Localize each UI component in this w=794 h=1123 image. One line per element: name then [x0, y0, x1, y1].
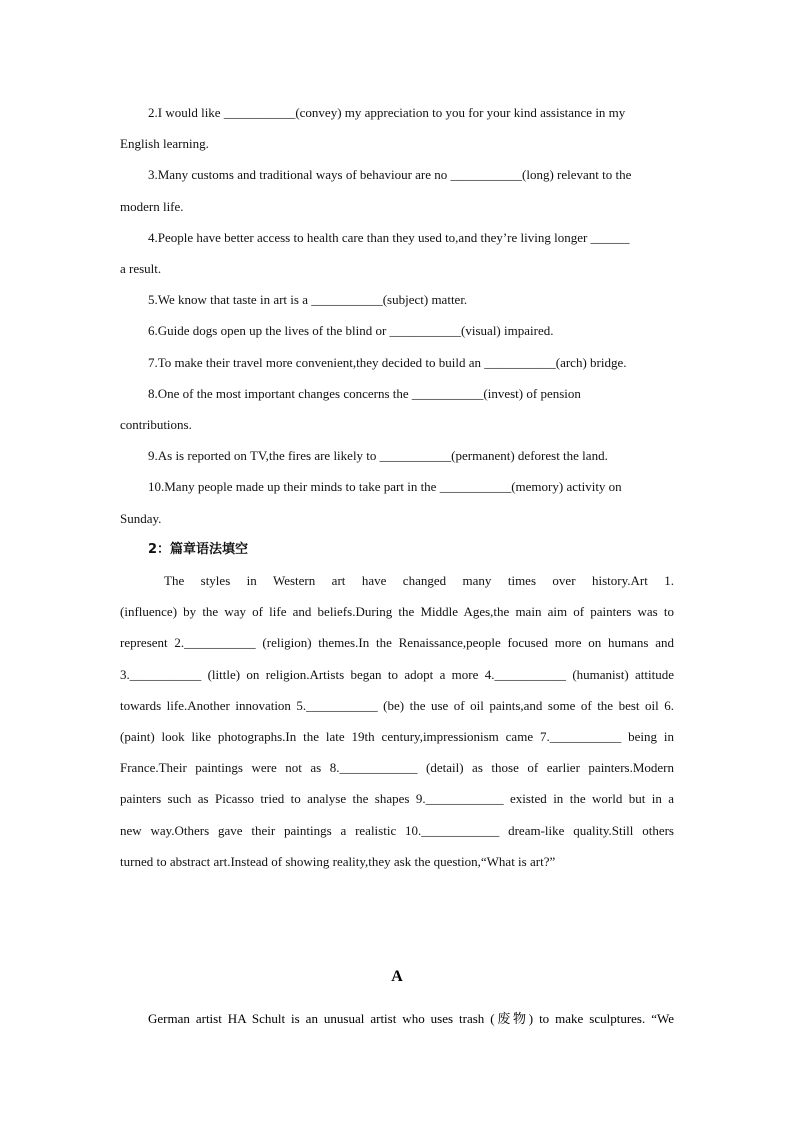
exercise-item-3	[120, 159, 674, 221]
exercise-item-9	[120, 440, 674, 471]
exercise-item-text: 3.Many customs and traditional ways of behaviour are no ___________(long) relevant to the	[148, 167, 632, 183]
exercise-item-text-cont: modern life.	[120, 198, 184, 214]
passage-line: painters such as Picasso tried to analyse the shapes 9.____________ existed in the world but in a	[120, 791, 674, 807]
exercise-item-5	[120, 284, 674, 315]
passage-line: towards life.Another innovation 5.___________ (be) the use of oil paints,and some of the best oil 6.	[120, 697, 674, 713]
passage-line: France.Their paintings were not as 8.____________ (detail) as those of earlier painters.Modern	[120, 760, 674, 776]
passage-line: turned to abstract art.Instead of showing reality,they ask the question,“What is art?”	[120, 853, 556, 869]
exercise-item-text: 10.Many people made up their minds to take part in the ___________(memory) activity on	[148, 479, 622, 495]
exercise-item-text: 6.Guide dogs open up the lives of the blind or ___________(visual) impaired.	[148, 323, 554, 339]
exercise-item-6	[120, 315, 674, 346]
exercise-item-text: 7.To make their travel more convenient,they decided to build an ___________(arch) bridge.	[148, 354, 627, 370]
passage-line: represent 2.___________ (religion) themes.In the Renaissance,people focused more on humans and	[120, 635, 674, 651]
exercise-item-text: 8.One of the most important changes concerns the ___________(invest) of pension	[148, 385, 581, 401]
exercise-document	[120, 97, 674, 877]
exercise-item-text-cont: English learning.	[120, 136, 209, 152]
exercise-item-7	[120, 347, 674, 378]
passage-line: The styles in Western art have changed many times over history.Art 1.	[164, 573, 674, 589]
exercise-item-text: 5.We know that taste in art is a ___________(subject) matter.	[148, 292, 468, 308]
exercise-item-text: 4.People have better access to health care than they used to,and they’re living longer ______	[148, 229, 630, 245]
passage-line: (paint) look like photographs.In the late 19th century,impressionism came 7.___________ being in	[120, 729, 674, 745]
passage-line: 3.___________ (little) on religion.Artists began to adopt a more 4.___________ (humanist) attitude	[120, 666, 674, 682]
section-heading: 2：篇章语法填空	[148, 541, 249, 557]
exercise-item-text-cont: Sunday.	[120, 510, 162, 526]
exercise-item-8	[120, 378, 674, 440]
part-a-first-line	[120, 1003, 674, 1034]
exercise-item-text-cont: a result.	[120, 261, 162, 277]
exercise-item-2	[120, 97, 674, 159]
exercise-item-10	[120, 471, 674, 533]
cloze-passage	[120, 565, 674, 877]
passage-line: new way.Others gave their paintings a realistic 10.____________ dream-like quality.Still others	[120, 822, 674, 838]
passage-line: (influence) by the way of life and beliefs.During the Middle Ages,the main aim of painters was to	[120, 604, 674, 620]
part-a-title: A	[391, 968, 403, 985]
part-a-text: German artist HA Schult is an unusual artist who uses trash (废物) to make sculptures. “We	[148, 1011, 674, 1026]
exercise-item-text: 2.I would like ___________(convey) my appreciation to you for your kind assistance in my	[148, 105, 626, 120]
word-form-exercise	[120, 97, 674, 534]
exercise-item-4	[120, 222, 674, 284]
exercise-item-text-cont: contributions.	[120, 417, 192, 433]
exercise-item-text: 9.As is reported on TV,the fires are likely to ___________(permanent) deforest the land.	[148, 448, 608, 464]
